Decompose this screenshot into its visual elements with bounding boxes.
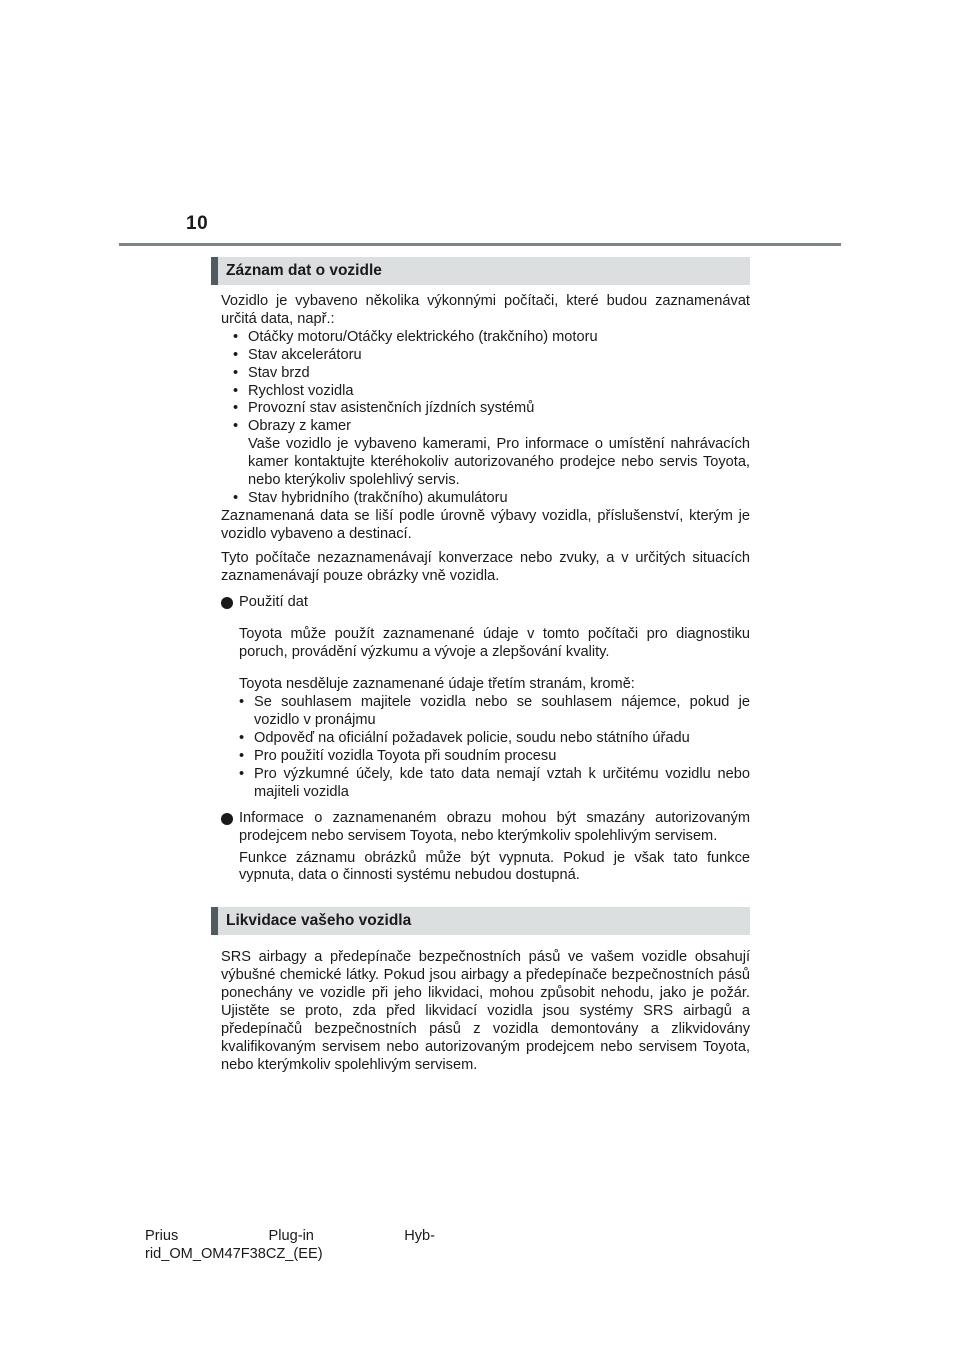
image-recording-paragraph: Funkce záznamu obrázků může být vypnuta. Pokud je však tato funkce vypnuta, data o činnosti systému nebudou dostupná.	[239, 849, 750, 884]
list-item: • Se souhlasem majitele vozidla nebo se souhlasem nájemce, pokud je vozidlo v pronájmu	[239, 694, 750, 729]
use-of-data-title: Použití dat	[239, 593, 308, 610]
footer-word: Hyb-	[404, 1228, 435, 1244]
use-of-data-block	[221, 594, 750, 612]
footer-doc-id	[145, 1227, 435, 1263]
list-item: • Otáčky motoru/Otáčky elektrického (trakčního) motoru	[233, 328, 598, 345]
camera-note: Vaše vozidlo je vybaveno kamerami, Pro informace o umístění nahrávacích kamer kontaktujte kteréhokoliv autorizovaného prodejce nebo servis Toyota, nebo kterýkoliv spolehlivý servis.	[248, 436, 750, 489]
paragraph-data-varies: Zaznamenaná data se liší podle úrovně výbavy vozidla, příslušenství, kterým je vozidlo vybaveno a destinací.	[221, 507, 750, 542]
list-item: • Stav brzd	[233, 364, 310, 381]
footer-word: Prius	[145, 1228, 179, 1244]
list-item: • Stav akcelerátoru	[233, 346, 362, 363]
third-party-exceptions-list	[211, 694, 750, 801]
section-heading-vehicle-disposal: Likvidace vašeho vozidla	[211, 907, 750, 935]
list-item: • Pro výzkumné účely, kde tato data nemají vztah k určitému vozidlu nebo majiteli vozidla	[239, 765, 750, 800]
footer-word: Plug-in	[268, 1228, 314, 1244]
list-item: • Odpověď na oficiální požadavek policie, soudu nebo státního úřadu	[239, 730, 690, 747]
page-content	[211, 257, 750, 1075]
list-item: • Pro použití vozidla Toyota při soudním procesu	[239, 748, 557, 765]
third-party-paragraph: Toyota nesděluje zaznamenané údaje třetím stranám, kromě:	[239, 676, 635, 693]
image-info-paragraph: Informace o zaznamenaném obrazu mohou být smazány autorizovaným prodejcem nebo servisem Toyota, nebo kterýmkoliv spolehlivým servisem.	[239, 809, 750, 844]
intro-paragraph: Vozidlo je vybaveno několika výkonnými počítači, které budou zaznamenávat určitá data, např.:	[221, 293, 750, 327]
footer-line-2: rid_OM_OM47F38CZ_(EE)	[145, 1246, 323, 1262]
image-info-block	[221, 810, 750, 846]
list-item: • Provozní stav asistenčních jízdních systémů	[233, 400, 535, 417]
use-of-data-paragraph: Toyota může použít zaznamenané údaje v tomto počítači pro diagnostiku poruch, provádění výzkumu a vývoje a zlepšování kvality.	[239, 626, 750, 660]
circle-bullet-icon	[221, 597, 233, 609]
header-rule	[119, 243, 841, 246]
page-number: 10	[186, 213, 209, 234]
list-item: • Rychlost vozidla	[233, 382, 354, 399]
recorded-data-list	[211, 329, 750, 508]
section-heading-vehicle-data-recording: Záznam dat o vozidle	[211, 257, 750, 285]
list-item: • Stav hybridního (trakčního) akumulátoru	[233, 489, 508, 506]
paragraph-no-conversations: Tyto počítače nezaznamenávají konverzace nebo zvuky, a v určitých situacích zaznamenávají pouze obrázky vně vozidla.	[221, 549, 750, 584]
circle-bullet-icon	[221, 813, 233, 825]
list-item: • Obrazy z kamer Vaše vozidlo je vybaveno kamerami, Pro informace o umístění nahrávacích kamer kontaktujte kteréhokoliv autorizovaného prodejce nebo servis Toyota, nebo kterýkoliv spolehlivý servis.	[233, 418, 750, 489]
disposal-paragraph: SRS airbagy a předepínače bezpečnostních pásů ve vašem vozidle obsahují výbušné chemické látky. Pokud jsou airbagy a předepínače bezpečnostních pásů ponechány ve vozidle při jeho likvidaci, mohou způsobit nehodu, jako je požár. Ujistěte se proto, zda před likvidací vozidla jsou systémy SRS airbagů a předepínačů bezpečnostních pásů z vozidla demontovány a zlikvidovány kvalifikovaným servisem nebo autorizovaným prodejcem nebo servisem Toyota, nebo kterýmkoliv spolehlivým servisem.	[221, 949, 750, 1073]
